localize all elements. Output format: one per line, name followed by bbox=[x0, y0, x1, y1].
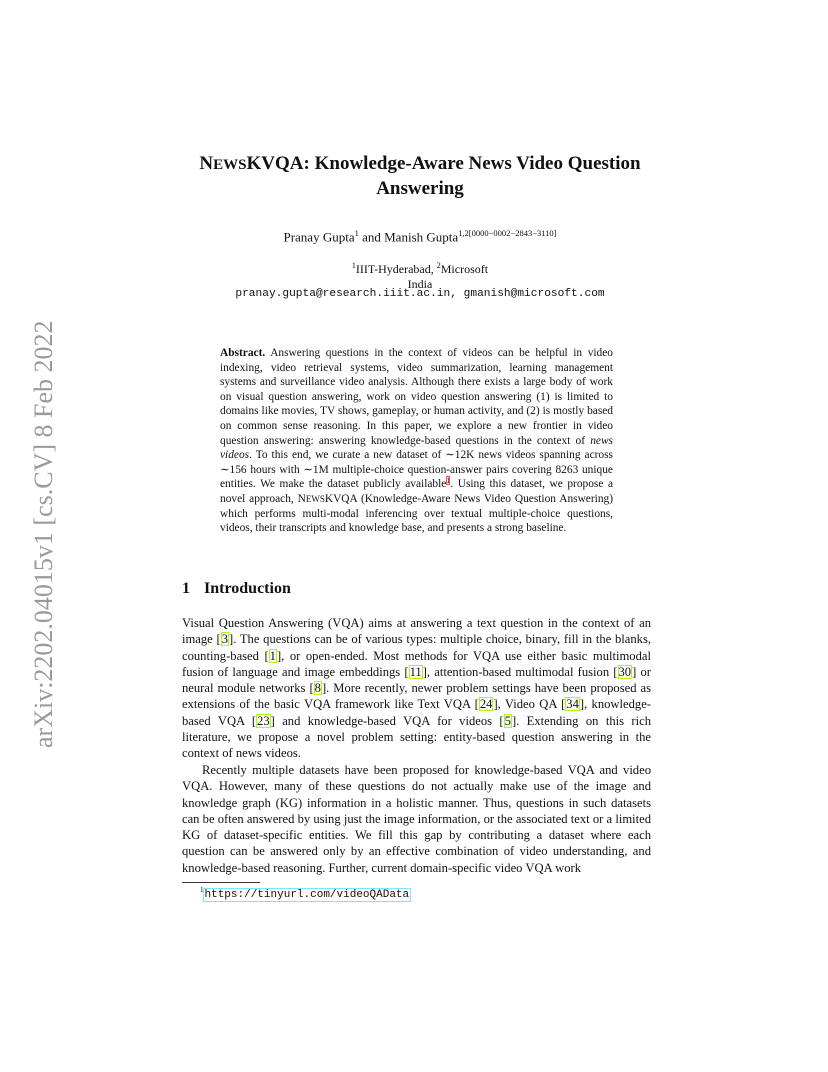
section-heading-introduction bbox=[182, 580, 291, 598]
author-conjunction: and bbox=[358, 229, 385, 245]
citation-link[interactable]: 1 bbox=[269, 648, 276, 663]
p1-text: ]. The questions can be of various types: multiple choice, binary, fill in the blanks, counting-based [ bbox=[182, 632, 651, 663]
citation-link[interactable]: 11 bbox=[409, 664, 422, 679]
section-number: 1 bbox=[182, 580, 190, 597]
footnote-1 bbox=[200, 886, 410, 901]
author-2-name: Manish Gupta bbox=[384, 229, 459, 245]
p1-text: Visual Question Answering (VQA) aims at answering a text question in the context of an image [ bbox=[182, 616, 651, 647]
affil-country: India bbox=[407, 277, 433, 291]
p1-text: ] or neural module networks [ bbox=[182, 664, 651, 696]
footnote-link-1[interactable]: 1 bbox=[446, 475, 451, 485]
citation-link[interactable]: 34 bbox=[566, 697, 579, 712]
abstract-sc-big: N bbox=[297, 492, 306, 505]
abstract-sc-small: EWS bbox=[305, 493, 325, 504]
title-prefix-big: N bbox=[199, 153, 214, 174]
citation-link[interactable]: 5 bbox=[504, 713, 511, 728]
affiliations bbox=[150, 258, 690, 292]
author-emails: pranay.gupta@research.iiit.ac.in, gmanish@microsoft.com bbox=[235, 288, 605, 300]
citation-link[interactable]: 3 bbox=[221, 632, 228, 647]
citation-link[interactable]: 30 bbox=[618, 664, 632, 679]
citation-link[interactable]: 24 bbox=[479, 697, 493, 712]
abstract bbox=[220, 346, 613, 536]
author-1-affil: 1 bbox=[354, 228, 359, 238]
p1-text: ]. More recently, newer problem settings have been proposed as extensions of the basic VQA framework like Text VQA [ bbox=[182, 681, 651, 712]
abstract-text-4: KVQA (Knowledge-Aware News Video Question Answering) which performs multi-modal inferencing over textual multiple-choice questions, videos, their transcripts and knowledge base, and presents a strong baseline. bbox=[220, 492, 613, 535]
author-1-name: Pranay Gupta bbox=[283, 229, 355, 245]
abstract-text-3: . Using this dataset, we propose a novel approach, bbox=[220, 478, 613, 505]
citation-link[interactable]: 23 bbox=[257, 713, 270, 728]
affil-2-mark: 2 bbox=[436, 261, 441, 270]
author-list bbox=[150, 228, 690, 245]
footnote-mark: 1 bbox=[200, 886, 204, 894]
intro-paragraph-1 bbox=[182, 615, 651, 762]
arxiv-id-text: arXiv:2202.04015v1 [cs.CV] 8 Feb 2022 bbox=[29, 320, 58, 748]
p1-text: ], Video QA [ bbox=[493, 697, 566, 712]
citation-link[interactable]: 8 bbox=[314, 681, 321, 696]
affil-2-org: Microsoft bbox=[440, 262, 489, 276]
author-2-affil-orcid: 1,2[0000−0002−2843−3110] bbox=[458, 228, 557, 238]
title-line1-rest: KVQA: Knowledge-Aware News Video Question bbox=[246, 153, 641, 174]
paper-title bbox=[150, 152, 690, 201]
p1-text: ], attention-based multimodal fusion [ bbox=[422, 664, 618, 679]
p1-text: ], knowledge-based VQA [ bbox=[182, 697, 651, 728]
p1-text: ]. Extending on this rich literature, we propose a novel problem setting: entity-based question answering in the context of news videos. bbox=[182, 713, 652, 761]
section-title: Introduction bbox=[204, 580, 291, 597]
affil-1-mark: 1 bbox=[351, 261, 356, 270]
p1-text: ], or open-ended. Most methods for VQA use either basic multimodal fusion of language and image embeddings [ bbox=[182, 648, 651, 679]
intro-paragraph-2: Recently multiple datasets have been proposed for knowledge-based VQA and video VQA. However, many of these questions do not actually make use of the image and knowledge graph (KG) information in a holistic manner. Thus, questions in such datasets can be often answered by using just the image information, or the associated text or a limited KG of dataset-specific entities. We fill this gap by contributing a dataset where each question can be answered only by an effective combination of video understanding, and knowledge-based reasoning. Further, current domain-specific video VQA work bbox=[182, 763, 651, 875]
title-line2: Answering bbox=[376, 178, 464, 199]
abstract-label: Abstract. bbox=[220, 347, 266, 359]
arxiv-identifier-stamp bbox=[18, 290, 58, 750]
p1-text: ] and knowledge-based VQA for videos [ bbox=[270, 713, 504, 728]
title-prefix-small-caps: EWS bbox=[213, 157, 247, 173]
abstract-text-2: . To this end, we curate a new dataset of ∼12K news videos spanning across ∼156 hours with ∼1M multiple-choice question-answer pairs covering 8263 unique entities. We make the dataset publicly available bbox=[220, 449, 613, 491]
affil-1-org: IIIT-Hyderabad, bbox=[355, 262, 437, 276]
dataset-url-link[interactable]: https://tinyurl.com/videoQAData bbox=[204, 888, 410, 901]
abstract-italic-news-videos: news videos bbox=[220, 434, 613, 462]
footnote-divider bbox=[182, 882, 260, 883]
abstract-text-1: Answering questions in the context of videos can be helpful in video indexing, video retrieval systems, video summarization, learning management systems and surveillance video analysis. Although there exists a large body of work on visual question answering, work on video question answering (1) is limited to domains like movies, TV shows, gameplay, or human activity, and (2) is mostly based on common sense reasoning. In this paper, we explore a new frontier in video question answering: answering knowledge-based questions in the context of bbox=[220, 347, 613, 447]
